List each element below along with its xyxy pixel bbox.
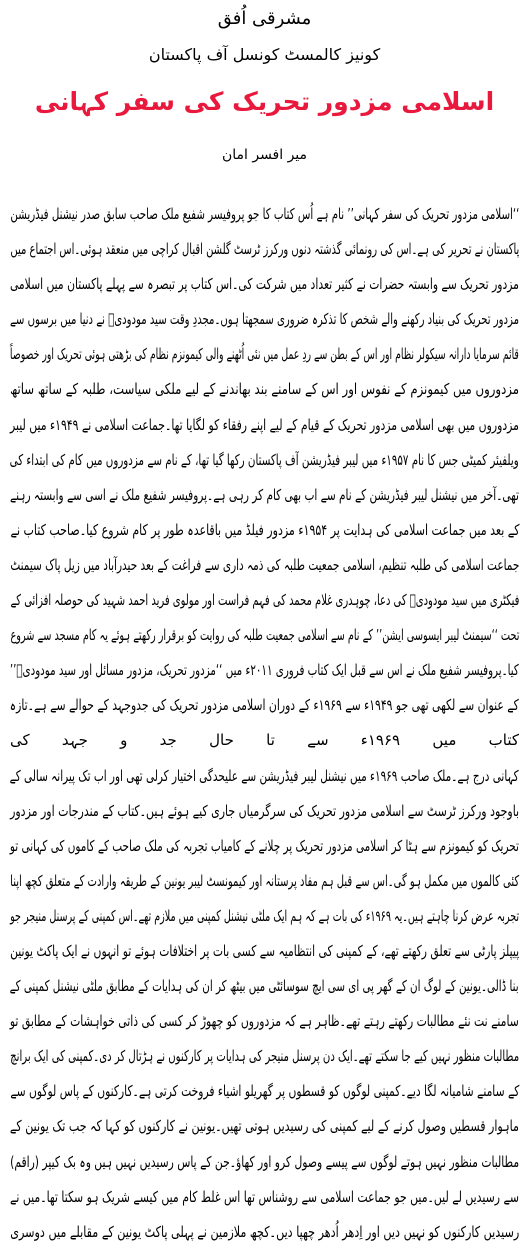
article-line: جماعت اسلامی کی طلبہ تنظیم، اسلامی جمعیت طلبہ کی ذمہ داری سے فراغت کے بعد حیدرآباد میں زیل پاک سیمنٹ bbox=[10, 555, 519, 574]
article-title: اسلامی مزدور تحریک کی سفر کہانی bbox=[34, 87, 495, 116]
article-line: کتاب میں ۱۹۶۹ء سے تا حال جد و جہد کی bbox=[10, 731, 519, 750]
article-line: ویلفیئر کمیٹی جس کا نام ۱۹۵۷ء میں لیبر فیڈریشن آف پاکستان رکھا گیا تھا، کے نام سے مزدوروں میں کام کی ابتداء کی bbox=[9, 450, 519, 469]
article-line: کئی کالموں میں مکمل ہو گی۔اس سے قبل ہم مفاد پرستانہ اور کیمونسٹ لیبر یونین کے طریقہ وارادت کے متعلق کچھ اپنا bbox=[9, 871, 519, 890]
article-line: کے بعد میں جماعت اسلامی کی ہدایت پر ۱۹۵۴ء مزدور فیلڈ میں باقاعدہ طور پر کام شروع کیا۔صاحب کتاب نے bbox=[9, 520, 519, 539]
article-line: تحریک کو کیمونزم سے ہٹا کر اسلامی مزدور تحریک پر چلانے کے کامیاب تجربہ کی ملک صاحب کے کاموں کی کہانی تو bbox=[10, 836, 519, 855]
council-name: کونیز کالمسٹ کونسل آف پاکستان bbox=[148, 45, 381, 64]
article-line: سے رسیدیں لے لیں۔میں جو جماعت اسلامی سے روشناس تھا اس غلط کام میں کیسے شریک ہو سکتا تھا۔میں نے bbox=[10, 1187, 519, 1206]
article-line: کیا۔پروفیسر شفیع ملک نے اس سے قبل ایک کتاب فروری ۲۰۱۱ء میں ‘‘مزدور تحریک، مزدور مسائل اور سید مودودیؒ’’ bbox=[10, 661, 519, 680]
article-line: رسیدیں کارکنوں کو نہیں دیں اور اِدھر اُدھر چھپا دیں۔کچھ ملازمین نے پہلی پاکٹ یونین کے مقابلے میں دوسری bbox=[10, 1222, 519, 1241]
article-line: تحت ‘‘سیمنٹ لیبر ایسوسی ایشن’’ کے نام سے اسلامی جمعیت طلبہ کی روایت کو برقرار رکھتے ہوئے یہ کام مسجد سے شروع bbox=[10, 626, 519, 645]
article-body bbox=[10, 197, 519, 1250]
article-line: مزدور تحریک کی بنیاد رکھنے والے شخص کا تذکرہ ضروری سمجھتا ہوں۔مجددِ وقت سید مودودیؒ نے دنیا میں برسوں سے bbox=[9, 310, 519, 329]
article-line: باوجود ورکرز ٹرسٹ سے اسلامی مزدور تحریک کی سرگرمیاں جاری کیے ہوئے ہیں۔کتاب کے مندرجات اور مزدور bbox=[10, 801, 519, 820]
article-line: مزدور تحریک سے وابستہ حضرات نے کثیر تعداد میں شرکت کی۔اس کتاب پر تبصرہ سے پہلے پاکستان میں اسلامی bbox=[10, 275, 519, 294]
article-line: تجربہ عرض کرنا چاہتے ہیں۔یہ ۱۹۶۹ء کی بات ہے کہ ہم ایک ملٹی نیشنل کمپنی میں ملازم تھے۔اس کمپنی کے پرسنل منیجر جو bbox=[10, 906, 519, 925]
article-line: مطالبات منظور نہیں کیے جا سکتے تھے۔ایک دن پرسنل منیجر کی ہدایات پر کارکنوں نے ہڑتال کر دی۔کمپنی کی ایک برانچ bbox=[10, 1047, 519, 1066]
article-line: ماہوار قسطیں وصول کرنے کے لیے کمپنی کی رسیدیں ہوتی تھیں۔یونین نے کارکنوں کو کہا کہ جب تک یونین کے bbox=[9, 1117, 519, 1136]
article-line: مزدوروں میں کیمونزم کے نفوس اور اس کے سامنے بند بھاندنے کے لیے ملکی سیاست، طلبہ کے ساتھ ساتھ bbox=[10, 380, 519, 399]
article-line: کے عنوان سے لکھی تھی جو ۱۹۴۹ء سے ۱۹۶۹ء کے دوران اسلامی مزدور تحریک کی جدوجہد کے حوالے سے ہے۔تازہ bbox=[10, 696, 519, 715]
article-line: سامنے نت نئے مطالبات رکھتے رہتے تھے۔ظاہر ہے کہ مزدوروں کو چھوڑ کر کسی کی ذاتی خواہشات کے مطابق تو bbox=[10, 1012, 519, 1031]
article-line: مزدوروں میں بھی اسلامی مزدور تحریک کے قیام کے لیے اپنے رفقاء کو لگایا تھا۔جماعت اسلامی نے ۱۹۴۹ء میں لیبر bbox=[10, 415, 519, 434]
article-line: فیکٹری میں سید مودودیؒ کی دعا، چوہدری غلام محمد کی فہم فراست اور مولوی فرید احمد شہید کی حوصلہ افزائی کے bbox=[9, 591, 519, 610]
article-line: کے سامنے شامیانہ لگا دیے۔کمپنی لوگوں کو قسطوں پر گھریلو اشیاء فروخت کرتی ہے۔کارکنوں کے پاس لوگوں سے bbox=[9, 1082, 519, 1101]
article-line: پاکستان نے تحریر کی ہے۔اس کی رونمائی گذشتہ دنوں ورکرز ٹرسٹ گلشن اقبال کراچی میں منعقد ہوئی۔اس اجتماع میں bbox=[10, 240, 519, 259]
article-line: تھی۔آخر میں نیشنل لیبر فیڈریشن کے نام سے اب بھی کام کر رہی ہے۔پروفیسر شفیع ملک نے اسی سے وابستہ رہنے bbox=[10, 485, 519, 504]
author-name: میر افسر امان bbox=[221, 147, 308, 163]
article-line: کہانی درج ہے۔ملک صاحب ۱۹۶۹ء میں نیشنل لیبر فیڈریشن سے علیحدگی اختیار کرلی تھی اور اب تک پیرانہ سالی کے bbox=[10, 766, 519, 785]
column-name: مشرقی اُفق bbox=[217, 8, 312, 29]
article-line: بنا ڈالی۔یونین کے لوگ ان کے گھر پی ای سی ایچ سوسائٹی میں بیٹھ کر ان کی ہدایات کے مطابق ملٹی نیشنل کمپنی کے bbox=[10, 977, 519, 996]
article-line: قائم سرمایا دارانہ سیکولر نظام اور اس کے بطن سے ردِ عمل میں نئی اُٹھنے والی کیمونزم نظام کی بڑھتی ہوئی تحریک اور خصوصاً bbox=[10, 345, 519, 364]
article-line: پیپلز پارٹی سے تعلق رکھتے تھے، کے کمپنی کی انتظامیہ سے کسی بات پر اختلافات ہوئے تو انہوں نے ایک پاکٹ یونین bbox=[10, 941, 519, 960]
article-line: مطالبات منظور نہیں ہوتے لوگوں سے پیسے وصول کرو اور کھاؤ۔جن کے پاس رسیدیں نہیں ہیں وہ بک کیپر (راقم) bbox=[9, 1152, 519, 1171]
article-line: ‘‘اسلامی مزدور تحریک کی سفر کہانی’’ نام ہے اُس کتاب کا جو پروفیسر شفیع ملک صاحب سابق صدر نیشنل فیڈریشن bbox=[10, 205, 519, 223]
